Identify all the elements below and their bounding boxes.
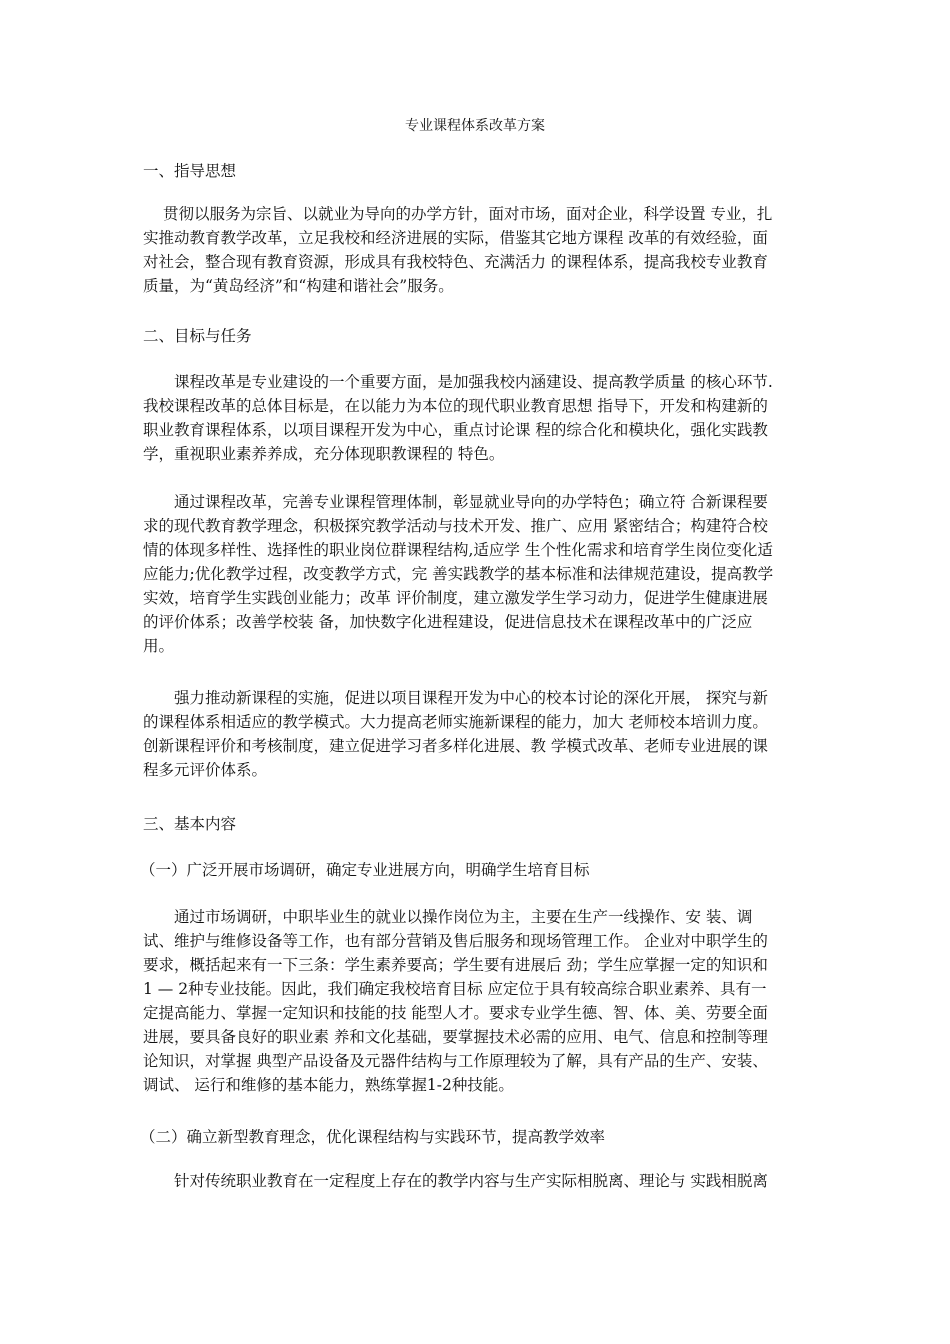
text-line: 实效，培育学生实践创业能力；改革 评价制度，建立激发学生学习动力，促进学生健康进展 bbox=[143, 589, 768, 607]
text-line: 用。 bbox=[143, 637, 175, 655]
text-line: 程多元评价体系。 bbox=[143, 761, 268, 779]
text-line: 创新课程评价和考核制度，建立促进学习者多样化进展、教 学模式改革、老师专业进展的课 bbox=[143, 737, 768, 755]
text-line: 通过市场调研，中职毕业生的就业以操作岗位为主，主要在生产一线操作、安 装、调 bbox=[174, 908, 753, 926]
paragraph-guiding-ideology bbox=[143, 202, 885, 298]
text-line: 应能力;优化教学过程，改变教学方式，完 善实践教学的基本标准和法律规范建设，提高教学 bbox=[143, 565, 774, 583]
text-line: 论知识，对掌握 典型产品设备及元器件结构与工作原理较为了解，具有产品的生产、安装、 bbox=[143, 1052, 768, 1070]
text-line: 学，重视职业素养养成，充分体现职教课程的 特色。 bbox=[143, 445, 505, 463]
text-line: 调试、 运行和维修的基本能力，熟练掌握1-2种技能。 bbox=[143, 1076, 514, 1094]
text-line: 职业教育课程体系，以项目课程开发为中心，重点讨论课 程的综合化和模块化，强化实践教 bbox=[143, 421, 768, 439]
section-heading-goals-tasks: 二、目标与任务 bbox=[143, 327, 252, 345]
document-title: 专业课程体系改革方案 bbox=[405, 118, 545, 134]
subsection-heading-education-concept: （二）确立新型教育理念，优化课程结构与实践环节，提高教学效率 bbox=[140, 1128, 606, 1146]
text-line: 进展，要具备良好的职业素 养和文化基础，要掌握技术必需的应用、电气、信息和控制等理 bbox=[143, 1028, 768, 1046]
text-line: 针对传统职业教育在一定程度上存在的教学内容与生产实际相脱离、理论与 实践相脱离 bbox=[174, 1172, 768, 1190]
paragraph-education-concept bbox=[143, 1169, 885, 1193]
paragraph-goals-3 bbox=[143, 686, 885, 782]
text-line: 质量，为“黄岛经济”和“构建和谐社会”服务。 bbox=[143, 277, 454, 295]
paragraph-goals-1 bbox=[143, 370, 885, 466]
paragraph-goals-2 bbox=[143, 490, 885, 658]
section-heading-basic-content: 三、基本内容 bbox=[143, 815, 237, 833]
text-line: 的课程体系相适应的教学模式。大力提高老师实施新课程的能力，加大 老师校本培训力度。 bbox=[143, 713, 768, 731]
text-line: 实推动教育教学改革，立足我校和经济进展的实际，借鉴其它地方课程 改革的有效经验，面 bbox=[143, 229, 768, 247]
text-line: 试、维护与维修设备等工作，也有部分营销及售后服务和现场管理工作。 企业对中职学生的 bbox=[143, 932, 768, 950]
text-line: 求的现代教育教学理念，积极探究教学活动与技术开发、推广、应用 紧密结合；构建符合校 bbox=[143, 517, 768, 535]
text-line: 要求，概括起来有一下三条：学生素养要高；学生要有进展后 劲；学生应掌握一定的知识和 bbox=[143, 956, 768, 974]
text-line: 情的体现多样性、选择性的职业岗位群课程结构,适应学 生个性化需求和培育学生岗位变化适 bbox=[143, 541, 773, 559]
section-heading-guiding-ideology: 一、指导思想 bbox=[143, 162, 237, 180]
text-line: 定提高能力、掌握一定知识和技能的技 能型人才。要求专业学生德、智、体、美、劳要全面 bbox=[143, 1004, 768, 1022]
text-line: 我校课程改革的总体目标是，在以能力为本位的现代职业教育思想 指导下，开发和构建新的 bbox=[143, 397, 768, 415]
text-line: 强力推动新课程的实施，促进以项目课程开发为中心的校本讨论的深化开展， 探究与新 bbox=[174, 689, 768, 707]
text-line: 贯彻以服务为宗旨、以就业为导向的办学方针，面对市场，面对企业，科学设置 专业，扎 bbox=[163, 205, 773, 223]
text-line: 对社会，整合现有教育资源，形成具有我校特色、充满活力 的课程体系，提高我校专业教育 bbox=[143, 253, 768, 271]
text-line: 通过课程改革，完善专业课程管理体制，彰显就业导向的办学特色；确立符 合新课程要 bbox=[174, 493, 768, 511]
subsection-heading-market-research: （一）广泛开展市场调研，确定专业进展方向，明确学生培育目标 bbox=[140, 861, 590, 879]
text-line: 1 — 2种专业技能。因此，我们确定我校培育目标 应定位于具有较高综合职业素养、具有一 bbox=[143, 980, 767, 998]
text-line: 课程改革是专业建设的一个重要方面，是加强我校内涵建设、提高教学质量 的核心环节. bbox=[174, 373, 773, 391]
paragraph-market-research bbox=[143, 905, 885, 1097]
text-line: 的评价体系；改善学校装 备，加快数字化进程建设，促进信息技术在课程改革中的广泛应 bbox=[143, 613, 753, 631]
